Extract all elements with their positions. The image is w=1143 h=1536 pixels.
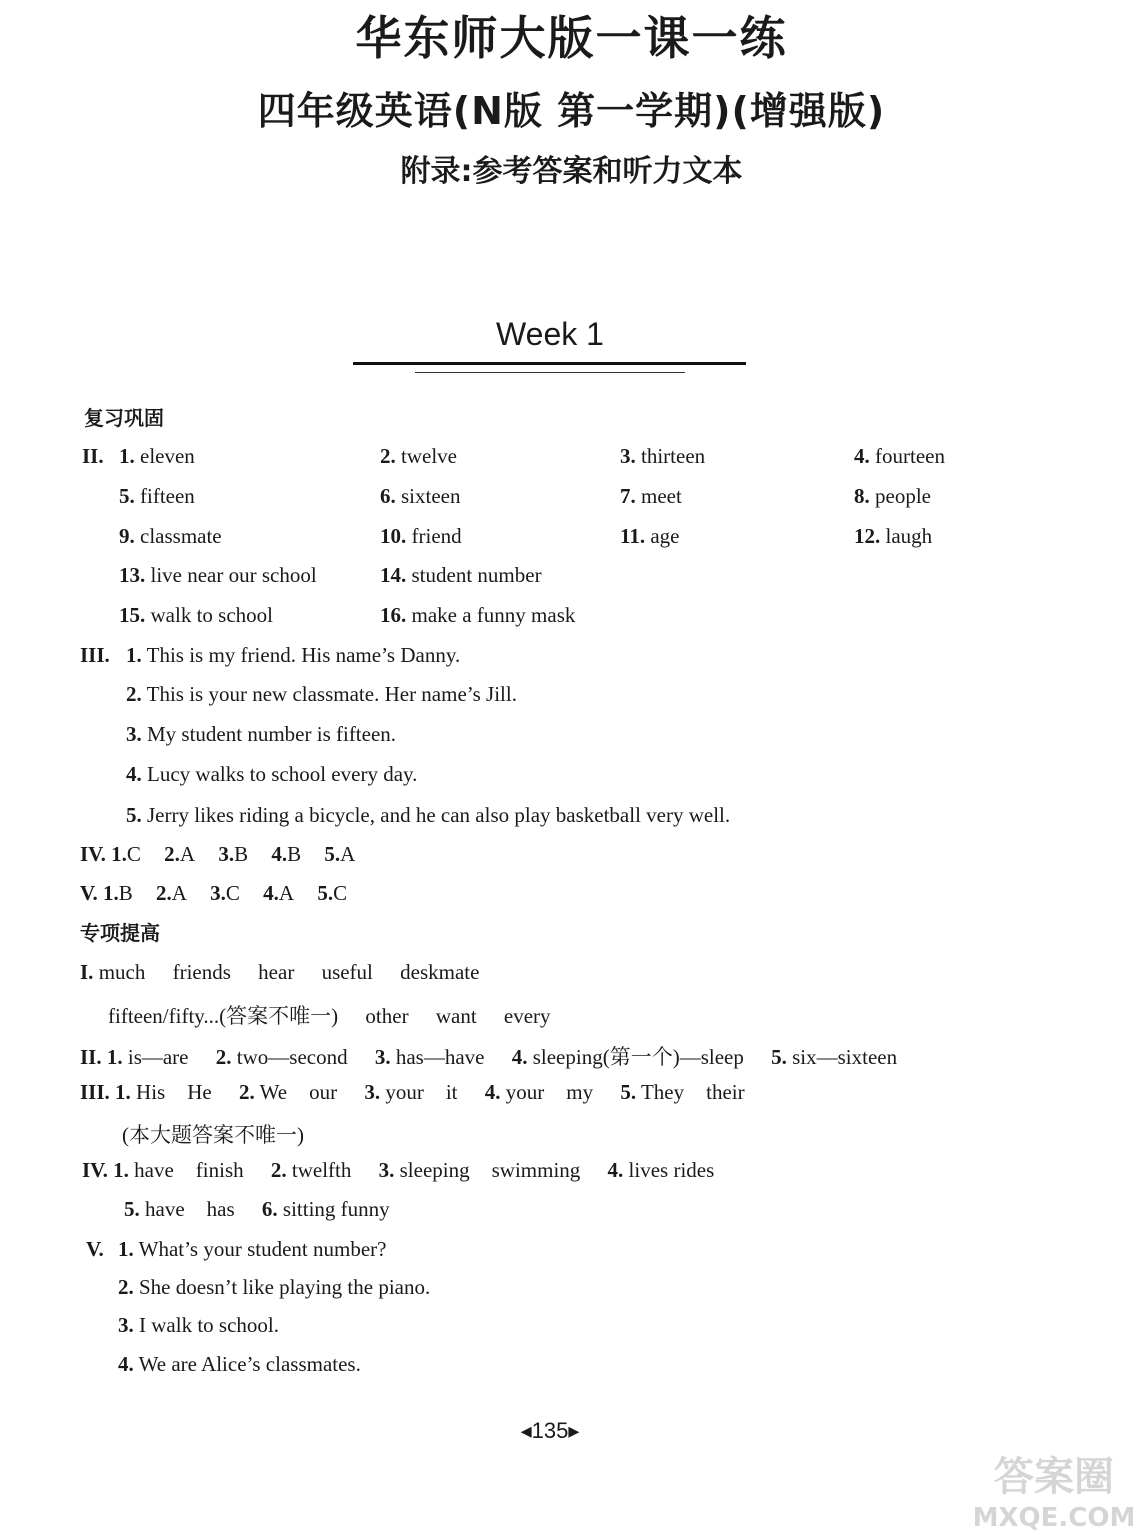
- watermark-url: MXQE.COM: [972, 1503, 1136, 1533]
- s2-ii-line: II. 1. is—are 2. two—second 3. has—have 4. sleeping(第一个)—sleep 5. six—sixteen: [80, 1045, 898, 1069]
- s2-v-label: V.: [86, 1237, 104, 1261]
- s2-iv-line1: IV. 1. have finish 2. twelfth 3. sleeping swimming 4. lives rides: [82, 1158, 715, 1182]
- s1-iii-item: 1. This is my friend. His name’s Danny.: [126, 643, 461, 667]
- page-prev-mark-icon: ◂: [520, 1418, 532, 1443]
- s1-ii-item: 2. twelve: [380, 444, 457, 468]
- s2-iii-note: (本大题答案不唯一): [122, 1123, 304, 1147]
- s1-ii-item: 7. meet: [620, 484, 682, 508]
- s2-v-item: 1. What’s your student number?: [118, 1237, 387, 1261]
- s1-ii-item: 4. fourteen: [854, 444, 945, 468]
- s1-ii-item: 16. make a funny mask: [380, 603, 576, 627]
- book-title: 华东师大版一课一练: [355, 11, 788, 65]
- s2-v-item: 3. I walk to school.: [118, 1313, 279, 1337]
- s2-iii-line: III. 1. His He 2. We our 3. your it 4. your my 5. They their: [80, 1080, 745, 1104]
- watermark-text: 答案圈: [994, 1454, 1114, 1500]
- s1-ii-item: 15. walk to school: [119, 603, 273, 627]
- appendix-title: 附录:参考答案和听力文本: [400, 154, 743, 189]
- s1-ii-item: 5. fifteen: [119, 484, 195, 508]
- s1-ii-item: 8. people: [854, 484, 931, 508]
- s1-ii-item: 14. student number: [380, 563, 542, 587]
- page-next-mark-icon: ▸: [568, 1418, 580, 1443]
- s1-v-line: V. 1.B 2.A 3.C 4.A 5.C: [80, 881, 348, 905]
- s1-iii-item: 2. This is your new classmate. Her name’s Jill.: [126, 682, 517, 706]
- s2-i-line2: fifteen/fifty...(答案不唯一) other want every: [108, 1004, 551, 1028]
- s2-v-item: 4. We are Alice’s classmates.: [118, 1352, 361, 1376]
- watermark-logo-icon: [968, 1440, 1140, 1536]
- s2-v-item: 2. She doesn’t like playing the piano.: [118, 1275, 431, 1299]
- s2-i-line1: I. much friends hear useful deskmate: [80, 960, 480, 984]
- s2-iv-line2: 5. have has 6. sitting funny: [124, 1197, 390, 1221]
- s1-iii-item: 3. My student number is fifteen.: [126, 722, 397, 746]
- s1-ii-item: 10. friend: [380, 524, 462, 548]
- week-title: Week 1: [496, 316, 604, 352]
- s1-ii-item: 1. eleven: [119, 444, 195, 468]
- section-review-heading: 复习巩固: [84, 406, 164, 430]
- s1-ii-item: 6. sixteen: [380, 484, 461, 508]
- s1-ii-item: 9. classmate: [119, 524, 222, 548]
- s1-iii-item: 5. Jerry likes riding a bicycle, and he can also play basketball very well.: [126, 803, 731, 827]
- page-number: ◂135▸: [520, 1418, 580, 1443]
- s1-ii-item: 3. thirteen: [620, 444, 706, 468]
- s1-iii-label: III.: [80, 643, 110, 667]
- s1-ii-item: 12. laugh: [854, 524, 933, 548]
- s1-iv-line: IV. 1.C 2.A 3.B 4.B 5.A: [80, 842, 356, 866]
- s1-ii-item: 11. age: [620, 524, 680, 548]
- section-improve-heading: 专项提高: [80, 921, 160, 945]
- s1-ii-label: II.: [82, 444, 104, 468]
- title-rule-thin: [415, 372, 685, 373]
- s1-iii-item: 4. Lucy walks to school every day.: [126, 762, 418, 786]
- s1-ii-item: 13. live near our school: [119, 563, 317, 587]
- title-rule-thick: [353, 362, 746, 365]
- book-subtitle: 四年级英语(N版 第一学期)(增强版): [257, 89, 886, 133]
